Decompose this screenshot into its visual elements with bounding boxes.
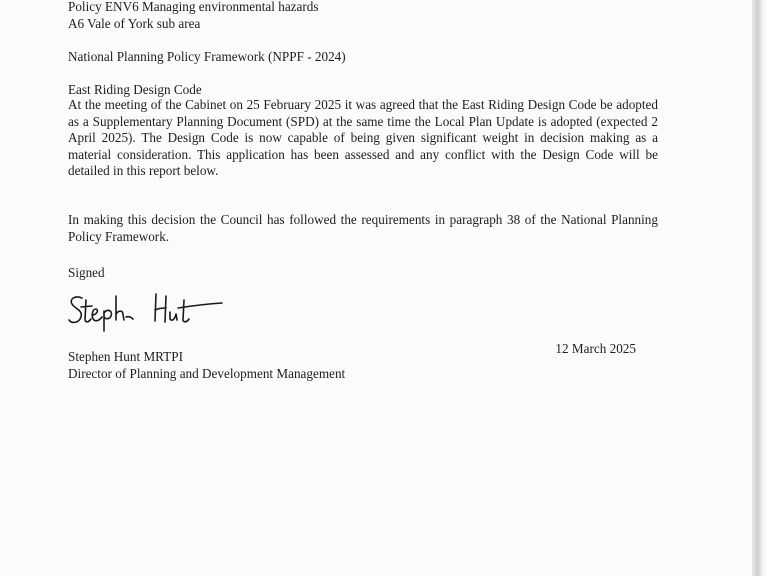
design-code-heading: East Riding Design Code — [68, 82, 202, 97]
signatory-name: Stephen Hunt MRTPI — [68, 349, 183, 364]
design-code-paragraph: At the meeting of the Cabinet on 25 February 2025 it was agreed that the East Riding Design Code be adopted as a Supplementary Planning Document (SPD) at the same time the Local Plan Update is adopted (expected 2 April 2025). The Design Code is now capable of being given significant weight in decision making as a material consideration. This application has been assessed and any conflict with the Design Code will be detailed in this report below. — [68, 97, 658, 178]
signatory-title: Director of Planning and Development Management — [68, 366, 346, 381]
policy-env6-line: Policy ENV6 Managing environmental hazards — [68, 0, 319, 14]
sub-area-line: A6 Vale of York sub area — [68, 16, 201, 31]
page-edge-shadow — [752, 0, 768, 576]
signature-image — [66, 286, 226, 332]
signature-date: 12 March 2025 — [555, 341, 636, 357]
nppf-line: National Planning Policy Framework (NPPF - 2024) — [68, 49, 346, 64]
signed-label: Signed — [68, 265, 105, 280]
decision-paragraph: In making this decision the Council has followed the requirements in paragraph 38 of the National Planning Policy Framework. — [68, 212, 658, 244]
